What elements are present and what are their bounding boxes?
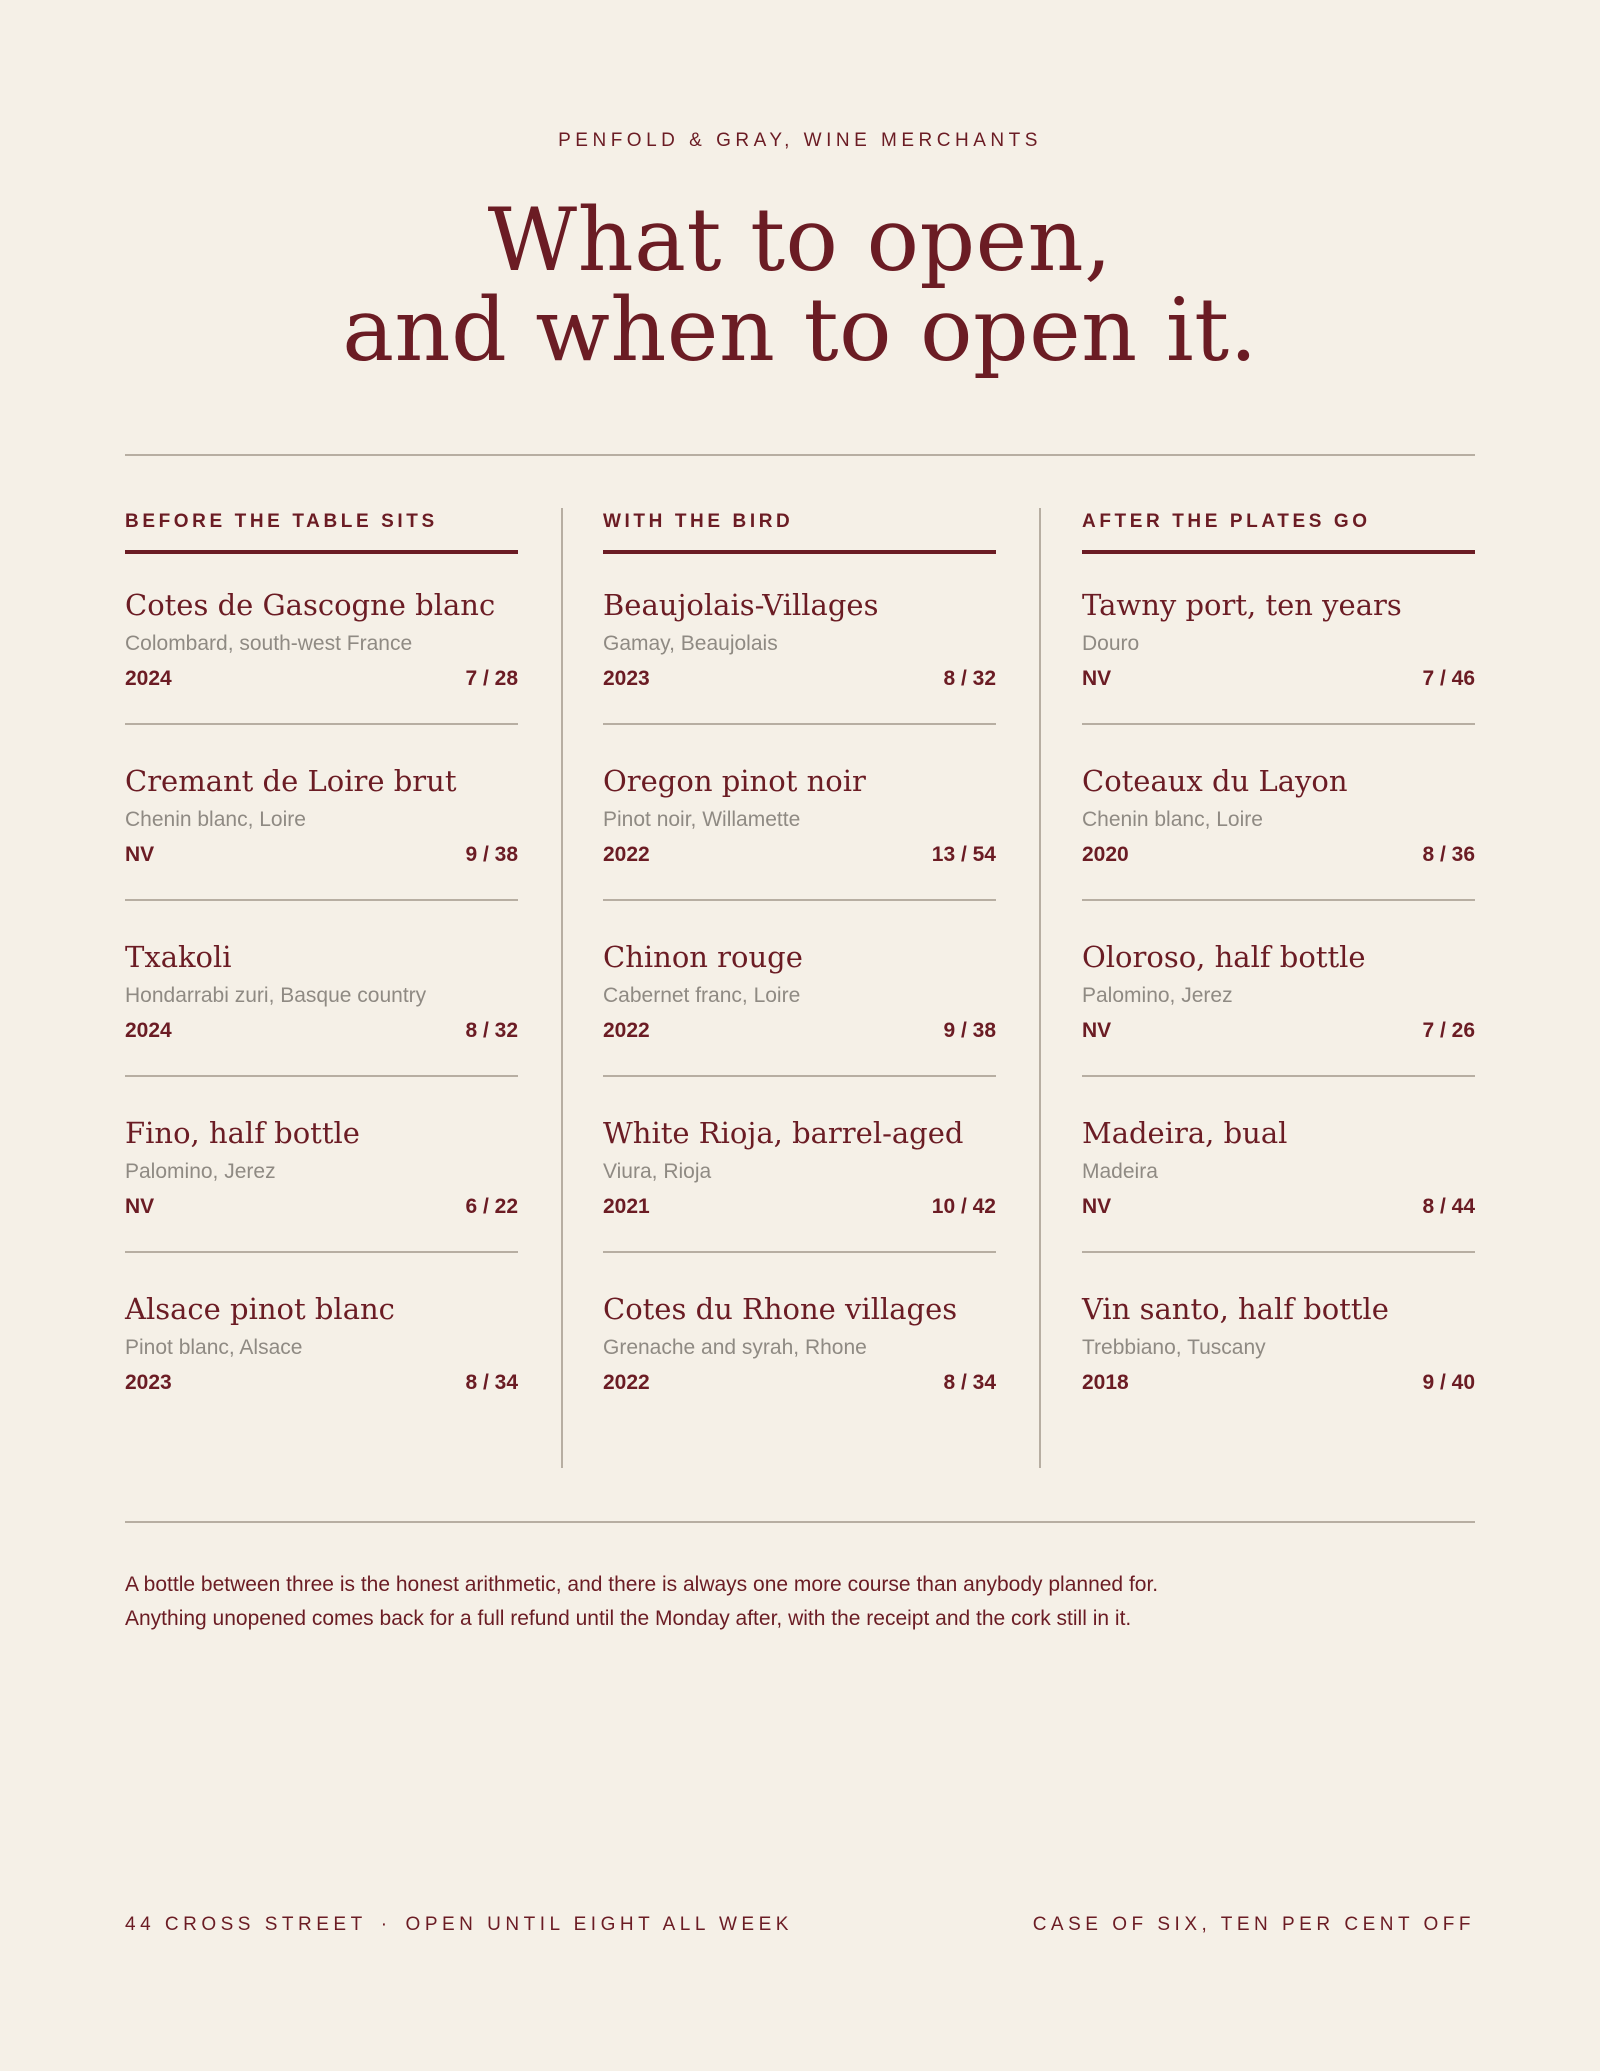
wine-column <box>125 508 518 1394</box>
column-divider-1 <box>561 508 563 1468</box>
footer-offer: CASE OF SIX, TEN PER CENT OFF <box>1032 1914 1475 1935</box>
wine-price: 8 / 32 <box>465 1019 518 1042</box>
wine-price: 7 / 26 <box>1422 1019 1475 1042</box>
wine-name: Alsace pinot blanc <box>125 1292 395 1326</box>
wine-divider <box>125 723 518 725</box>
wine-vintage: 2022 <box>603 843 650 866</box>
wine-grape-region: Madeira <box>1082 1160 1158 1183</box>
top-divider <box>125 454 1475 456</box>
wine-divider <box>1082 1075 1475 1077</box>
wine-column <box>1082 508 1475 1394</box>
wine-price: 8 / 34 <box>943 1371 996 1394</box>
wine-divider <box>125 899 518 901</box>
footnote-line-1: A bottle between three is the honest arithmetic, and there is always one more course than anybody planned for. <box>125 1573 1159 1596</box>
footer-address: 44 CROSS STREET <box>125 1914 367 1935</box>
wine-vintage: 2024 <box>125 667 172 690</box>
wine-vintage: 2022 <box>603 1371 650 1394</box>
wine-vintage: 2020 <box>1082 843 1129 866</box>
wine-grape-region: Pinot noir, Willamette <box>603 808 801 831</box>
wine-vintage: 2024 <box>125 1019 172 1042</box>
wine-column <box>603 508 996 1394</box>
wine-divider <box>1082 723 1475 725</box>
column-heading: BEFORE THE TABLE SITS <box>125 508 518 554</box>
page-title-line-1: What to open, <box>487 189 1113 291</box>
wine-grape-region: Palomino, Jerez <box>125 1160 276 1183</box>
footnote <box>125 1568 1475 1636</box>
wine-vintage: 2021 <box>603 1195 650 1218</box>
bottom-divider <box>125 1521 1475 1523</box>
wine-price: 9 / 38 <box>943 1019 996 1042</box>
footer-hours: OPEN UNTIL EIGHT ALL WEEK <box>405 1914 793 1935</box>
wine-divider <box>125 1075 518 1077</box>
wine-name: Tawny port, ten years <box>1082 588 1402 622</box>
wine-name: Cotes de Gascogne blanc <box>125 588 496 622</box>
wine-price: 8 / 36 <box>1422 843 1475 866</box>
wine-divider <box>603 723 996 725</box>
page-title <box>0 189 1600 381</box>
wine-name: Madeira, bual <box>1082 1116 1288 1150</box>
wine-grape-region: Gamay, Beaujolais <box>603 632 778 655</box>
page-title-line-2: and when to open it. <box>342 279 1258 381</box>
wine-vintage: NV <box>1082 1195 1112 1218</box>
wine-grape-region: Grenache and syrah, Rhone <box>603 1336 867 1359</box>
wine-name: Chinon rouge <box>603 940 803 974</box>
wine-grape-region: Trebbiano, Tuscany <box>1082 1336 1266 1359</box>
wine-price: 6 / 22 <box>465 1195 518 1218</box>
wine-divider <box>603 899 996 901</box>
wine-vintage: NV <box>125 1195 155 1218</box>
footer-separator: · <box>380 1914 392 1935</box>
wine-price: 7 / 46 <box>1422 667 1475 690</box>
wine-name: Fino, half bottle <box>125 1116 360 1150</box>
column-heading: WITH THE BIRD <box>603 508 996 554</box>
footnote-line-2: Anything unopened comes back for a full refund until the Monday after, with the receipt and the cork still in it. <box>125 1607 1132 1630</box>
wine-vintage: NV <box>125 843 155 866</box>
merchant-name: PENFOLD & GRAY, WINE MERCHANTS <box>558 130 1042 151</box>
wine-name: Coteaux du Layon <box>1082 764 1348 798</box>
wine-divider <box>125 1251 518 1253</box>
wine-divider <box>603 1251 996 1253</box>
wine-price: 13 / 54 <box>931 843 996 866</box>
wine-name: Txakoli <box>125 940 232 974</box>
wine-grape-region: Douro <box>1082 632 1140 655</box>
wine-grape-region: Pinot blanc, Alsace <box>125 1336 303 1359</box>
wine-price: 9 / 38 <box>465 843 518 866</box>
column-divider-2 <box>1039 508 1041 1468</box>
wine-price: 7 / 28 <box>465 667 518 690</box>
wine-vintage: 2022 <box>603 1019 650 1042</box>
wine-price: 8 / 34 <box>465 1371 518 1394</box>
wine-name: Cotes du Rhone villages <box>603 1292 958 1326</box>
wine-grape-region: Hondarrabi zuri, Basque country <box>125 984 427 1007</box>
wine-price: 8 / 32 <box>943 667 996 690</box>
column-heading: AFTER THE PLATES GO <box>1082 508 1475 554</box>
wine-price: 8 / 44 <box>1422 1195 1475 1218</box>
wine-vintage: NV <box>1082 1019 1112 1042</box>
wine-name: Cremant de Loire brut <box>125 764 457 798</box>
wine-name: Vin santo, half bottle <box>1082 1292 1389 1326</box>
wine-grape-region: Viura, Rioja <box>603 1160 712 1183</box>
wine-grape-region: Palomino, Jerez <box>1082 984 1233 1007</box>
wine-grape-region: Colombard, south-west France <box>125 632 413 655</box>
footer-address-hours <box>125 1914 793 1936</box>
wine-vintage: NV <box>1082 667 1112 690</box>
wine-divider <box>1082 1251 1475 1253</box>
wine-grape-region: Cabernet franc, Loire <box>603 984 801 1007</box>
wine-price: 9 / 40 <box>1422 1371 1475 1394</box>
wine-vintage: 2023 <box>125 1371 172 1394</box>
wine-name: Oregon pinot noir <box>603 764 866 798</box>
wine-name: Oloroso, half bottle <box>1082 940 1366 974</box>
wine-price: 10 / 42 <box>931 1195 996 1218</box>
wine-name: White Rioja, barrel-aged <box>603 1116 964 1150</box>
wine-name: Beaujolais-Villages <box>603 588 879 622</box>
wine-vintage: 2023 <box>603 667 650 690</box>
wine-grape-region: Chenin blanc, Loire <box>125 808 306 831</box>
wine-vintage: 2018 <box>1082 1371 1129 1394</box>
wine-grape-region: Chenin blanc, Loire <box>1082 808 1263 831</box>
wine-divider <box>1082 899 1475 901</box>
wine-divider <box>603 1075 996 1077</box>
